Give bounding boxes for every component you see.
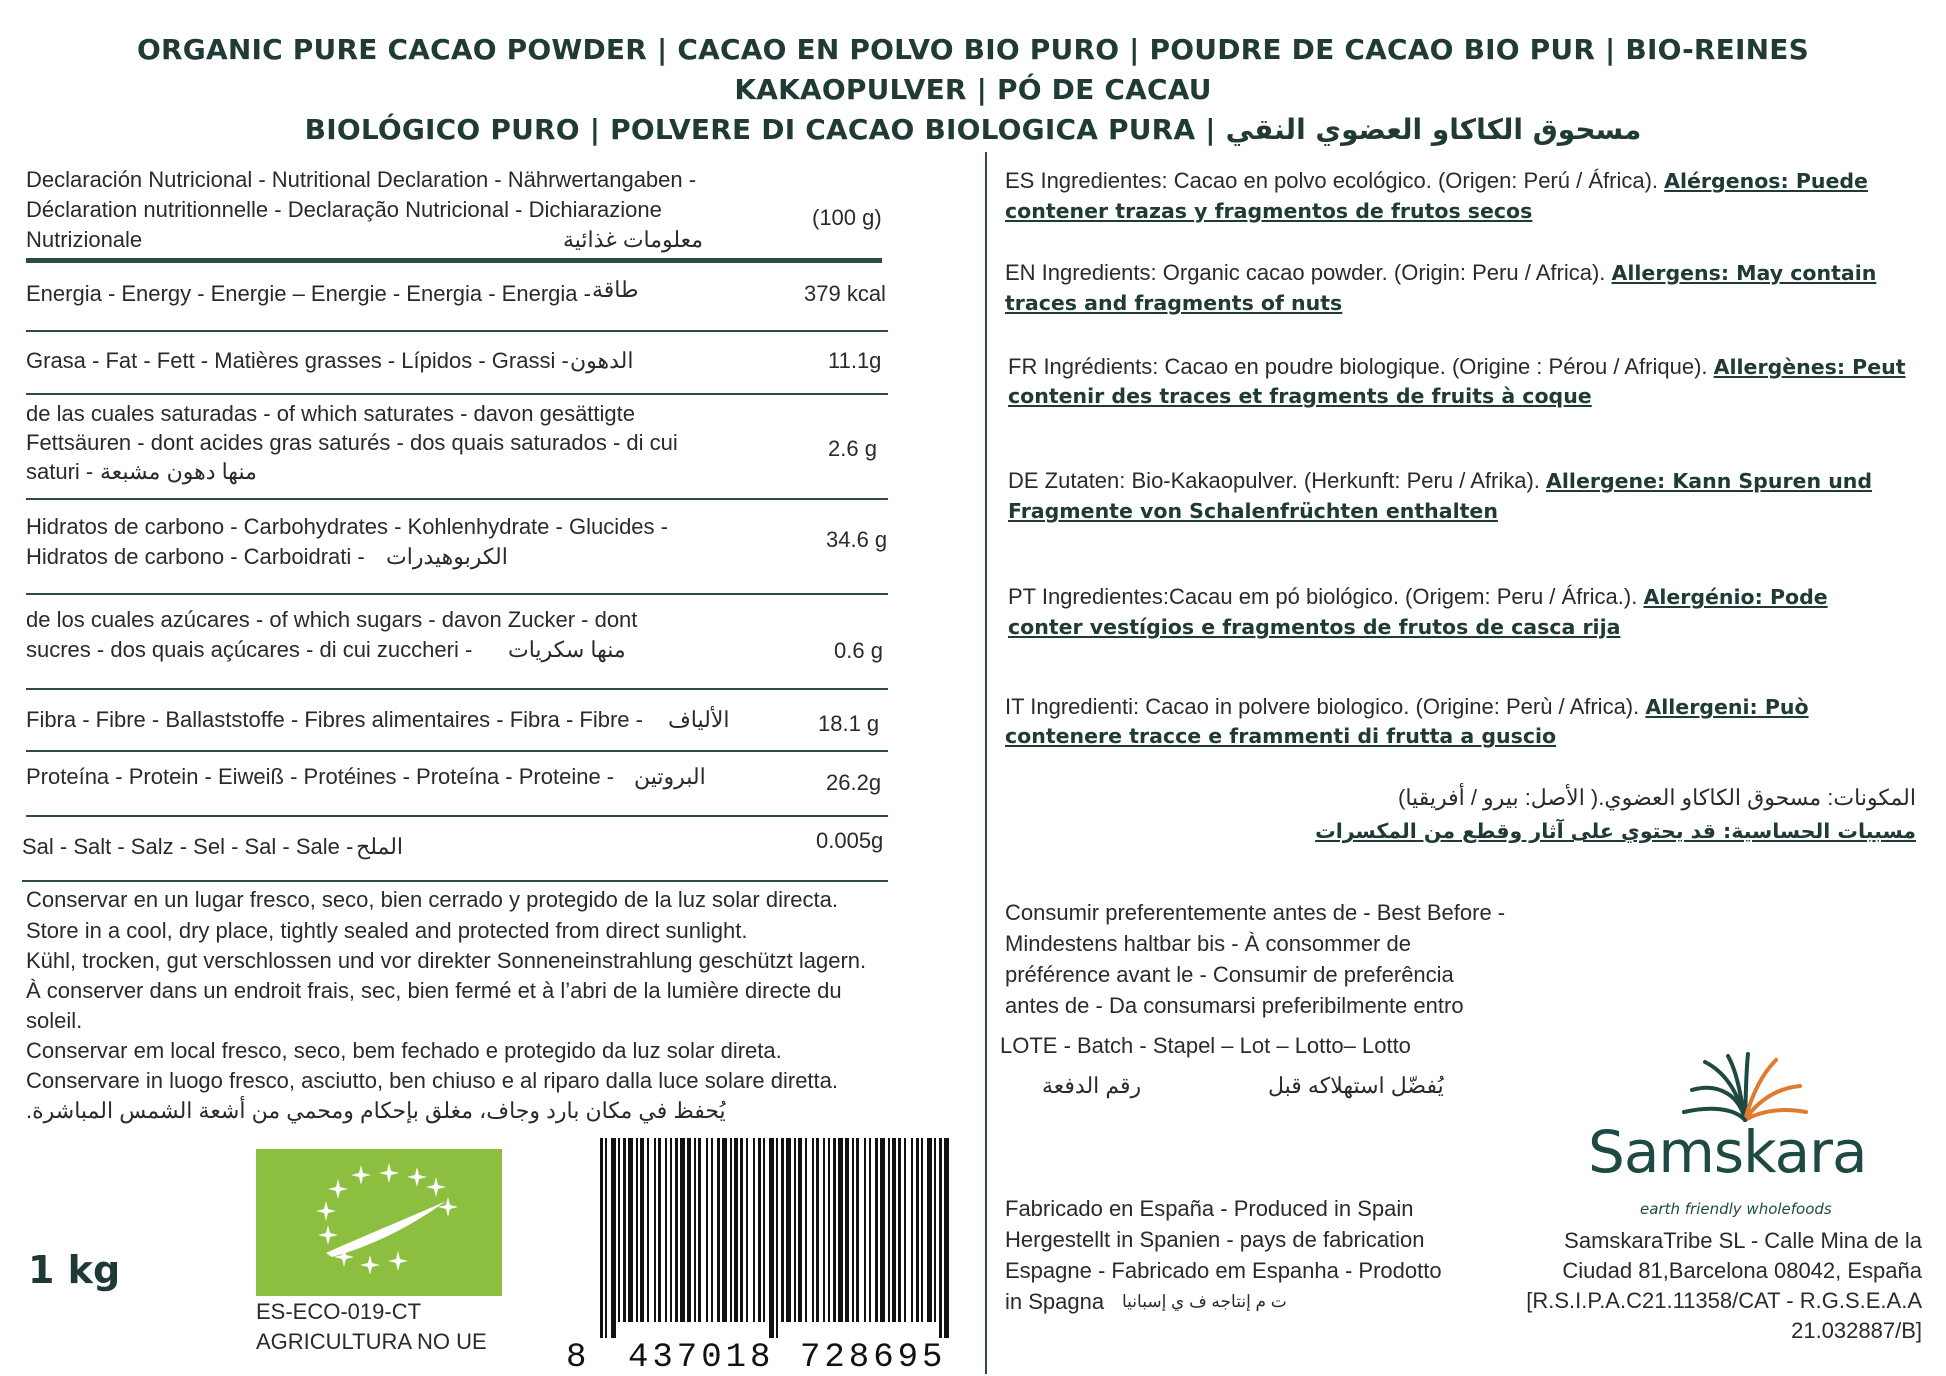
- storage-line: Conservare in luogo fresco, asciutto, ben chiuso e al riparo dalla luce solare diretta.: [26, 1068, 839, 1093]
- allergen-text: Allergens: May contain: [1611, 261, 1877, 285]
- best-before-line: Consumir preferentemente antes de - Best Before -: [1005, 900, 1506, 925]
- company-line: [R.S.I.P.A.C21.11358/CAT - R.G.S.E.A.A: [1526, 1288, 1922, 1313]
- row-value: 34.6 g: [826, 527, 888, 552]
- ingredients-text: IT Ingredienti: Cacao in polvere biologico. (Origine: Perù / Africa).: [1005, 694, 1640, 719]
- ingredients-de: [1008, 466, 1872, 496]
- barcode-bar: [640, 1138, 644, 1322]
- row-value: 379 kcal: [804, 281, 886, 306]
- barcode-bar: [670, 1138, 672, 1322]
- row-label: de las cuales saturadas - of which saturates - davon gesättigte: [26, 401, 636, 426]
- row-label: Sal - Salt - Salz - Sel - Sal - Sale -: [22, 834, 354, 859]
- allergen-text: Allergeni: Può: [1645, 695, 1809, 719]
- ingredients-text: ES Ingredientes: Cacao en polvo ecológico. (Origen: Perú / África).: [1005, 168, 1659, 193]
- row-label: Energia - Energy - Energie – Energie - Energia - Energia -: [26, 281, 591, 306]
- nutrition-header-line1: Declaración Nutricional - Nutritional Declaration - Nährwertangaben -: [26, 167, 697, 192]
- ingredients-fr: [1008, 352, 1906, 382]
- ingredients-pt-line2: [1008, 612, 1620, 642]
- company-line: 21.032887/B]: [1791, 1318, 1922, 1343]
- eco-origin: AGRICULTURA NO UE: [256, 1329, 487, 1354]
- storage-line: Kühl, trocken, gut verschlossen und vor direkter Sonneneinstrahlung geschützt lagern.: [26, 948, 867, 973]
- best-before-line: préférence avant le - Consumir de preferência: [1005, 962, 1454, 987]
- storage-line: À conserver dans un endroit frais, sec, bien fermé et à l’abri de la lumière directe du: [26, 978, 842, 1003]
- brand-name: Samskara: [1588, 1118, 1867, 1186]
- made-in-arabic: ت م إنتاجه ف ي إسبانيا: [1122, 1292, 1287, 1311]
- row-label-arabic: منها دهون مشبعة: [100, 459, 257, 484]
- row-divider: [26, 750, 888, 752]
- eu-organic-logo: [256, 1149, 502, 1296]
- barcode-bar: [665, 1138, 667, 1322]
- row-value: 2.6 g: [828, 436, 877, 461]
- barcode-bar: [698, 1138, 701, 1322]
- lot-label-arabic: رقم الدفعة: [1042, 1073, 1142, 1098]
- barcode-bar: [734, 1138, 738, 1322]
- allergen-text: contener trazas y fragmentos de frutos secos: [1005, 199, 1533, 223]
- row-label-arabic: الدهون: [570, 348, 634, 373]
- barcode-bar: [717, 1138, 720, 1322]
- row-label: Hidratos de carbono - Carboidrati -: [26, 544, 365, 569]
- ingredients-pt: [1008, 582, 1828, 612]
- ingredients-text: DE Zutaten: Bio-Kakaopulver. (Herkunft: Peru / Afrika).: [1008, 468, 1540, 493]
- barcode-bar: [605, 1138, 607, 1338]
- samskara-tree-icon: [1680, 1052, 1810, 1122]
- barcode-bar: [794, 1138, 796, 1322]
- barcode-bar: [816, 1138, 819, 1322]
- barcode-bar: [769, 1138, 774, 1338]
- barcode-bar: [753, 1138, 755, 1322]
- storage-line-arabic: يُحفظ في مكان بارد وجاف، مغلق بإحكام ومحمي من أشعة الشمس المباشرة.: [26, 1098, 726, 1123]
- barcode-bar: [680, 1138, 685, 1322]
- best-before-arabic: يُفضّل استهلاكه قبل: [1268, 1073, 1444, 1098]
- column-divider: [985, 152, 987, 1374]
- row-divider: [26, 688, 888, 690]
- ingredients-de-line2: [1008, 496, 1498, 526]
- ingredients-en-line2: [1005, 288, 1342, 318]
- allergen-text: Alergénio: Pode: [1643, 585, 1828, 609]
- ingredients-text: PT Ingredientes:Cacau em pó biológico. (Origem: Peru / África.).: [1008, 584, 1638, 609]
- row-label: Fettsäuren - dont acides gras saturés - dos quais saturados - di cui: [26, 430, 678, 455]
- barcode-bar: [892, 1138, 896, 1322]
- allergen-text: Fragmente von Schalenfrüchten enthalten: [1008, 499, 1498, 523]
- storage-line: Store in a cool, dry place, tightly sealed and protected from direct sunlight.: [26, 918, 748, 943]
- barcode-bar: [833, 1138, 836, 1322]
- barcode-bar: [730, 1138, 732, 1322]
- allergen-text: Allergene: Kann Spuren und: [1546, 469, 1873, 493]
- barcode-bar: [916, 1138, 919, 1322]
- row-value: 18.1 g: [818, 711, 880, 736]
- barcode-bar: [623, 1138, 626, 1322]
- row-label: sucres - dos quais açúcares - di cui zuccheri -: [26, 637, 473, 662]
- barcode-bar: [869, 1138, 871, 1322]
- barcode-bar: [706, 1138, 708, 1322]
- ingredients-text: EN Ingredients: Organic cacao powder. (Origin: Peru / Africa).: [1005, 260, 1606, 285]
- barcode-bar: [687, 1138, 691, 1322]
- row-divider: [26, 593, 888, 595]
- barcode-bar: [927, 1138, 932, 1322]
- barcode-bar: [763, 1138, 765, 1322]
- best-before-line: Mindestens haltbar bis - À consommer de: [1005, 931, 1411, 956]
- row-label-arabic: البروتين: [634, 764, 706, 789]
- best-before-line: antes de - Da consumarsi preferibilmente entro: [1005, 993, 1464, 1018]
- row-label: de los cuales azúcares - of which sugars - davon Zucker - dont: [26, 607, 638, 632]
- barcode-bar: [740, 1138, 743, 1322]
- barcode-bar: [944, 1138, 949, 1338]
- ingredients-text: FR Ingrédients: Cacao en poudre biologique. (Origine : Pérou / Afrique).: [1008, 354, 1708, 379]
- barcode-bar: [888, 1138, 890, 1322]
- row-label-arabic: الألياف: [668, 707, 730, 732]
- made-in-line: Fabricado en España - Produced in Spain: [1005, 1196, 1414, 1221]
- allergen-text: traces and fragments of nuts: [1005, 291, 1343, 315]
- per-100g-label: (100 g): [812, 205, 882, 230]
- row-value: 11.1g: [828, 348, 882, 373]
- barcode-bar: [746, 1138, 748, 1322]
- barcode-bar: [675, 1138, 678, 1322]
- title-line-1: ORGANIC PURE CACAO POWDER | CACAO EN POLVO BIO PURO | POUDRE DE CACAO BIO PUR | BIO-REINES KAKAOPULVER | PÓ DE CACAU: [137, 33, 1809, 106]
- barcode-bar: [647, 1138, 649, 1322]
- barcode-bar: [838, 1138, 843, 1322]
- barcode-bar: [911, 1138, 913, 1322]
- title-line-2: BIOLÓGICO PURO | POLVERE DI CACAO BIOLOGICA PURA | مسحوق الكاكاو العضوي النقي: [304, 113, 1642, 146]
- storage-line: Conservar em local fresco, seco, bem fechado e protegido da luz solar direta.: [26, 1038, 782, 1063]
- barcode-bar: [628, 1138, 633, 1322]
- barcode-bar: [618, 1138, 620, 1322]
- row-divider: [26, 815, 888, 817]
- row-value: 26.2g: [826, 770, 882, 795]
- barcode-digits-right: 728695: [800, 1339, 947, 1370]
- company-line: SamskaraTribe SL - Calle Mina de la: [1564, 1228, 1922, 1253]
- made-in-line: in Spagna: [1005, 1289, 1105, 1314]
- row-label: Proteína - Protein - Eiweiß - Protéines - Proteína - Proteine -: [26, 764, 615, 789]
- barcode-bar: [758, 1138, 761, 1322]
- row-divider: [22, 880, 888, 882]
- barcode-bar: [875, 1138, 878, 1322]
- barcode-bar: [828, 1138, 830, 1322]
- barcode-bar: [939, 1138, 942, 1338]
- row-divider: [26, 330, 888, 332]
- barcode-bar: [921, 1138, 923, 1322]
- row-label: Grasa - Fat - Fett - Matières grasses - Lípidos - Grassi -: [26, 348, 569, 373]
- allergen-text: contenir des traces et fragments de fruits à coque: [1008, 384, 1592, 408]
- nutrition-header-arabic: معلومات غذائية: [563, 227, 704, 252]
- row-label-arabic: الكربوهيدرات: [386, 544, 508, 569]
- allergen-text: contenere tracce e frammenti di frutta a guscio: [1005, 724, 1557, 748]
- barcode-bar: [776, 1138, 778, 1338]
- net-weight: 1 kg: [28, 1248, 121, 1292]
- eu-leaf-stars-icon: [256, 1149, 502, 1296]
- barcode-bar: [845, 1138, 849, 1322]
- row-divider: [26, 393, 888, 395]
- barcode-bar: [852, 1138, 854, 1322]
- barcode-bar: [711, 1138, 713, 1322]
- barcode-bar: [898, 1138, 901, 1322]
- row-label-arabic: الملح: [356, 834, 404, 859]
- made-in-line: Espagne - Fabricado em Espanha - Prodotto: [1005, 1258, 1442, 1283]
- allergen-text: Allergènes: Peut: [1713, 355, 1906, 379]
- row-label: saturi -: [26, 459, 94, 484]
- ingredients-es: [1005, 166, 1868, 196]
- barcode-bar: [636, 1138, 638, 1322]
- nutrition-header-line3: Nutrizionale: [26, 227, 143, 252]
- barcode-bar: [934, 1138, 936, 1322]
- barcode-bar: [798, 1138, 802, 1322]
- barcode-bar: [658, 1138, 661, 1322]
- barcode-bar: [781, 1138, 784, 1322]
- storage-line: soleil.: [26, 1008, 83, 1033]
- barcode-bar: [786, 1138, 791, 1322]
- row-value: 0.6 g: [834, 638, 883, 663]
- ingredients-fr-line2: [1008, 381, 1592, 411]
- allergen-ar: مسببات الحساسية: قد يحتوي على آثار وقطع من المكسرات: [1315, 819, 1916, 843]
- barcode-bar: [880, 1138, 885, 1322]
- barcode-bar: [812, 1138, 814, 1322]
- barcode-bar: [654, 1138, 656, 1322]
- ingredients-en: [1005, 258, 1876, 288]
- barcode-bar: [904, 1138, 906, 1322]
- barcode: [560, 1138, 960, 1370]
- lot-label: LOTE - Batch - Stapel – Lot – Lotto– Lotto: [1000, 1033, 1411, 1058]
- product-title: [40, 30, 1906, 150]
- barcode-bar: [722, 1138, 727, 1322]
- barcode-bar: [864, 1138, 866, 1322]
- row-divider: [26, 498, 888, 500]
- eco-code: ES-ECO-019-CT: [256, 1299, 422, 1324]
- barcode-bar: [805, 1138, 807, 1322]
- barcode-bar: [694, 1138, 696, 1322]
- barcode-bar: [856, 1138, 859, 1322]
- made-in-line: Hergestellt in Spanien - pays de fabrication: [1005, 1227, 1425, 1252]
- row-value: 0.005g: [816, 828, 884, 853]
- ingredients-it-line2: [1005, 721, 1556, 751]
- barcode-bar: [611, 1138, 616, 1338]
- ingredients-ar: المكونات: مسحوق الكاكاو العضوي.( الأصل: بيرو / أفريقيا): [1398, 785, 1916, 810]
- row-label: Fibra - Fibre - Ballaststoffe - Fibres alimentaires - Fibra - Fibre -: [26, 707, 643, 732]
- ingredients-it: [1005, 692, 1809, 722]
- ingredients-es-line2: [1005, 196, 1532, 226]
- header-divider: [26, 258, 882, 263]
- row-label-arabic: منها سكريات: [508, 637, 626, 662]
- barcode-bar: [823, 1138, 825, 1322]
- barcode-digits-left: 437018: [628, 1339, 775, 1370]
- allergen-text: conter vestígios e fragmentos de frutos de casca rija: [1008, 615, 1621, 639]
- row-label: Hidratos de carbono - Carbohydrates - Kohlenhydrate - Glucides -: [26, 514, 668, 539]
- allergen-text: Alérgenos: Puede: [1664, 169, 1868, 193]
- barcode-digit-prefix: 8: [566, 1339, 587, 1370]
- company-line: Ciudad 81,Barcelona 08042, España: [1562, 1258, 1922, 1283]
- row-label-arabic: طاقة: [592, 277, 639, 302]
- nutrition-header-line2: Déclaration nutritionnelle - Declaração Nutricional - Dichiarazione: [26, 197, 662, 222]
- barcode-bar: [600, 1138, 603, 1338]
- brand-tagline: earth friendly wholefoods: [1640, 1200, 1832, 1218]
- storage-line: Conservar en un lugar fresco, seco, bien cerrado y protegido de la luz solar directa.: [26, 887, 838, 912]
